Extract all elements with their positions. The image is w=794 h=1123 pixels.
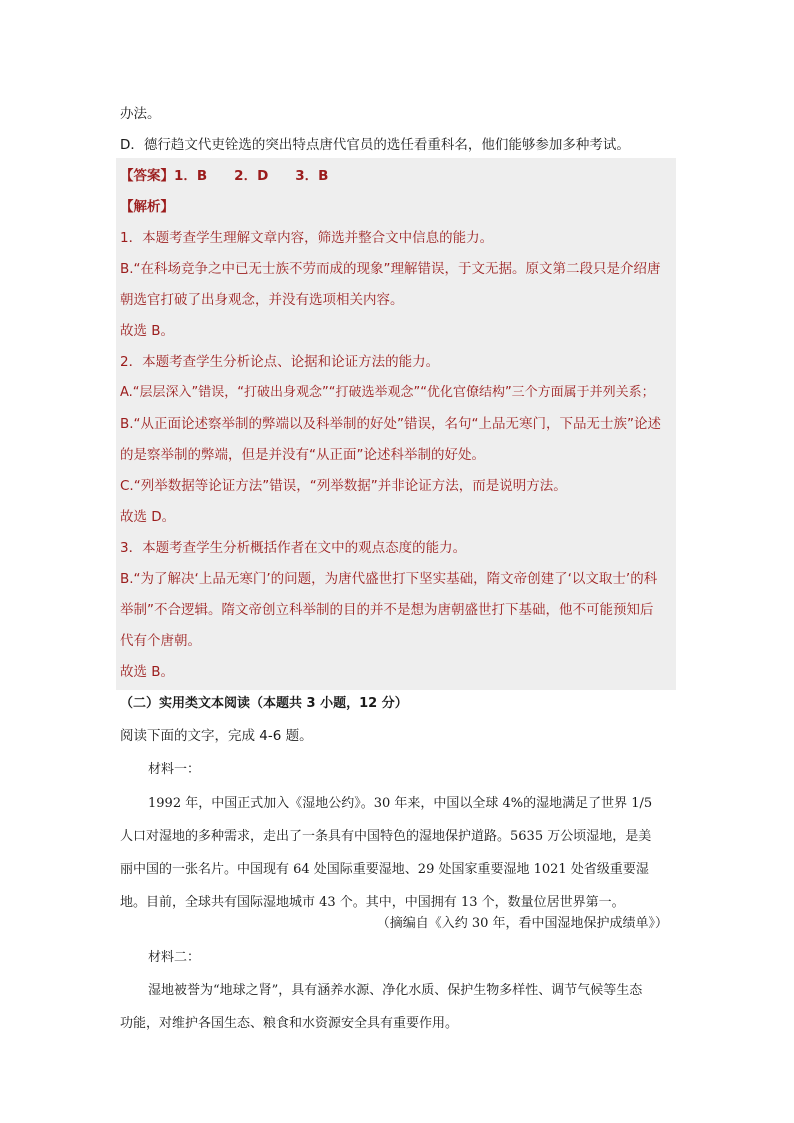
material-1-line2: 人口对湿地的多种需求，走出了一条具有中国特色的湿地保护道路。5635 万公顷湿地，是美 [120,829,652,844]
q2-conclusion: 故选 D。 [120,509,176,525]
q1-title: 1．本题考查学生理解文章内容，筛选并整合文中信息的能力。 [120,230,494,246]
section-heading: （二）实用类文本阅读（本题共 3 小题，12 分） [120,696,408,711]
q2-option-b-line1: B.“从正面论述察举制的弊端以及科举制的好处”错误，名句“上品无寒门，下品无士族”论述 [120,416,662,432]
material-1-line1: 1992 年，中国正式加入《湿地公约》。30 年来，中国以全球 4%的湿地满足了世界 1/5 [148,796,653,811]
q1-conclusion: 故选 B。 [120,323,175,339]
q3-conclusion: 故选 B。 [120,664,175,680]
material-1-label: 材料一： [148,762,201,777]
reading-instruction: 阅读下面的文字，完成 4-6 题。 [120,728,313,744]
q2-option-a: A.“层层深入”错误，“打破出身观念”“打破选举观念”“优化官僚结构”三个方面属于并列关系； [120,385,655,400]
q3-option-b-line3: 代有个唐朝。 [120,633,201,649]
q3-option-b-line1: B.“为了解决‘上品无寒门’的问题，为唐代盛世打下坚实基础，隋文帝创建了‘以文取士’的科 [120,571,658,587]
q3-option-b-line2: 举制”不合逻辑。隋文帝创立科举制的目的并不是想为唐朝盛世打下基础，他不可能预知后 [120,602,654,618]
material-1-line3: 丽中国的一张名片。中国现有 64 处国际重要湿地、29 处国家重要湿地 1021 处省级重要湿 [120,862,649,877]
q1-option-b-line2: 朝选官打破了出身观念，并没有选项相关内容。 [120,292,404,308]
answer-header: 【答案】1．B 2．D 3．B [120,168,329,184]
material-2-label: 材料二： [148,950,201,965]
q3-title: 3．本题考查学生分析概括作者在文中的观点态度的能力。 [120,540,467,556]
material-1-line4: 地。目前，全球共有国际湿地城市 43 个。其中，中国拥有 13 个，数量位居世界第一。 [120,895,625,910]
option-d-line: D．德行趋文代吏铨选的突出特点唐代官员的选任看重科名，他们能够参加多种考试。 [120,137,630,153]
q2-title: 2．本题考查学生分析论点、论据和论证方法的能力。 [120,354,440,370]
analysis-title: 【解析】 [120,199,174,215]
q1-option-b-line1: B.“在科场竞争之中已无士族不劳而成的现象”理解错误，于文无据。原文第二段只是介绍唐 [120,261,661,277]
q2-option-c: C.“列举数据等论证方法”错误，“列举数据”并非论证方法，而是说明方法。 [120,478,567,494]
text-line-banfa: 办法。 [120,106,161,122]
q2-option-b-line2: 的是察举制的弊端，但是并没有“从正面”论述科举制的好处。 [120,447,485,463]
material-2-line1: 湿地被誉为“地球之肾”，具有涵养水源、净化水质、保护生物多样性、调节气候等生态 [148,983,643,998]
material-1-source: （摘编自《入约 30 年，看中国湿地保护成绩单》） [376,916,668,931]
material-2-line2: 功能，对维护各国生态、粮食和水资源安全具有重要作用。 [120,1016,459,1031]
